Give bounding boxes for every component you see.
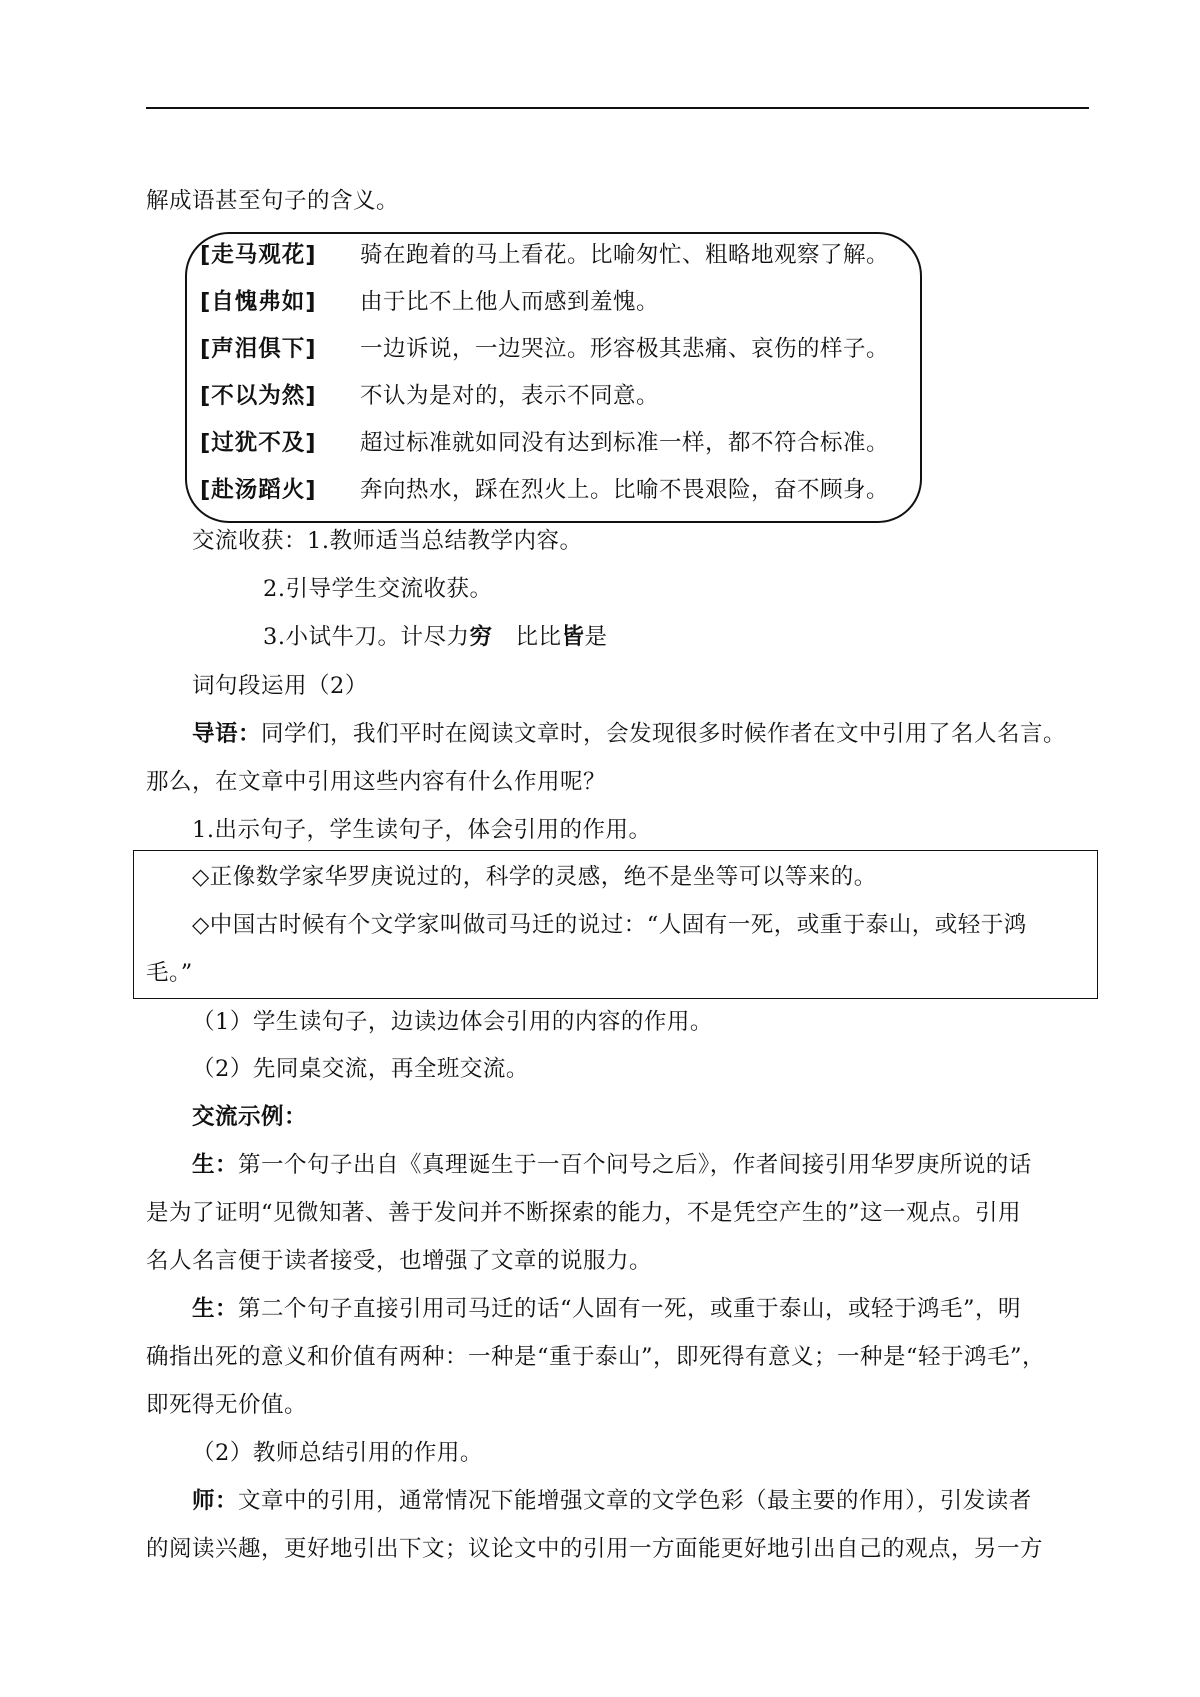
idiom-definition: 骑在跑着的马上看花。比喻匆忙、粗略地观察了解。 — [360, 242, 890, 268]
idiom-term: [不以为然] — [200, 383, 317, 409]
idiom-definition: 超过标准就如同没有达到标准一样，都不符合标准。 — [360, 430, 890, 456]
idiom-definition: 一边诉说，一边哭泣。形容极其悲痛、哀伤的样子。 — [360, 336, 890, 362]
student-1-line-3: 名人名言便于读者接受，也增强了文章的说服力。 — [146, 1248, 653, 1274]
teacher-label: 师： — [192, 1488, 239, 1514]
guide-paragraph — [192, 711, 1142, 757]
student-2-line-2: 确指出死的意义和价值有两种：一种是“重于泰山”，即死得有意义；一种是“轻于鸿毛”， — [146, 1344, 1046, 1370]
student-1-paragraph — [192, 1142, 1142, 1188]
exchange-line-3-text: 比比 — [492, 624, 562, 650]
student-1-line-2: 是为了证明“见微知著、善于发问并不断探索的能力，不是凭空产生的”这一观点。引用 — [146, 1200, 1022, 1226]
quote-2-cont: 毛。” — [146, 960, 193, 986]
sub-step-1: （1）学生读句子，边读边体会引用的内容的作用。 — [192, 1009, 713, 1035]
idiom-row — [200, 326, 889, 372]
teacher-line-2: 的阅读兴趣，更好地引出下文；议论文中的引用一方面能更好地引出自己的观点，另一方 — [146, 1536, 1044, 1562]
idiom-row — [200, 232, 889, 278]
student-2-line-3: 即死得无价值。 — [146, 1392, 308, 1418]
idiom-definition: 奔向热水，踩在烈火上。比喻不畏艰险，奋不顾身。 — [360, 477, 890, 503]
step-1: 1.出示句子，学生读句子，体会引用的作用。 — [192, 817, 652, 843]
student-label: 生： — [192, 1296, 239, 1322]
sub-step-2: （2）先同桌交流，再全班交流。 — [192, 1056, 529, 1082]
guide-text: 同学们，我们平时在阅读文章时，会发现很多时候作者在文中引用了名人名言。 — [261, 721, 1067, 747]
idiom-term: [自愧弗如] — [200, 289, 317, 315]
idiom-term: [走马观花] — [200, 242, 317, 268]
section-title: 词句段运用（2） — [192, 673, 368, 699]
exchange-line-3 — [263, 614, 1200, 660]
idiom-row — [200, 373, 659, 419]
example-label: 交流示例： — [192, 1104, 308, 1130]
idiom-definition: 不认为是对的，表示不同意。 — [360, 383, 660, 409]
intro-tail: 解成语甚至句子的含义。 — [146, 188, 400, 214]
idiom-row — [200, 467, 889, 513]
exchange-line-2: 2.引导学生交流收获。 — [263, 576, 493, 602]
student-2-paragraph — [192, 1286, 1142, 1332]
student-2-text: 第二个句子直接引用司马迁的话“人固有一死，或重于泰山，或轻于鸿毛”，明 — [238, 1296, 1022, 1322]
quote-2: ◇中国古时候有个文学家叫做司马迁的说过：“人固有一死，或重于泰山，或轻于鸿 — [192, 912, 1027, 938]
guide-text-cont: 那么，在文章中引用这些内容有什么作用呢？ — [146, 769, 607, 795]
idiom-term: [赴汤蹈火] — [200, 477, 317, 503]
idiom-row — [200, 420, 889, 466]
exchange-line-3-bold: 皆 — [561, 624, 585, 650]
quote-1: ◇正像数学家华罗庚说过的，科学的灵感，绝不是坐等可以等来的。 — [192, 864, 877, 890]
idiom-term: [声泪俱下] — [200, 336, 317, 362]
exchange-line-3-text: 3.小试牛刀。计尽力 — [263, 624, 470, 650]
student-1-text: 第一个句子出自《真理诞生于一百个问号之后》，作者间接引用华罗庚所说的话 — [238, 1152, 1032, 1178]
teacher-paragraph — [192, 1478, 1142, 1524]
teacher-text: 文章中的引用，通常情况下能增强文章的文学色彩（最主要的作用），引发读者 — [238, 1488, 1032, 1514]
idiom-term: [过犹不及] — [200, 430, 317, 456]
student-label: 生： — [192, 1152, 239, 1178]
header-rule — [146, 107, 1089, 109]
idiom-definition: 由于比不上他人而感到羞愧。 — [360, 289, 660, 315]
exchange-line-1: 交流收获：1.教师适当总结教学内容。 — [192, 528, 583, 554]
exchange-line-3-text: 是 — [584, 624, 608, 650]
idiom-row — [200, 279, 659, 325]
exchange-line-3-bold: 穷 — [469, 624, 493, 650]
sub-step-3: （2）教师总结引用的作用。 — [192, 1440, 483, 1466]
guide-label: 导语： — [192, 721, 262, 747]
